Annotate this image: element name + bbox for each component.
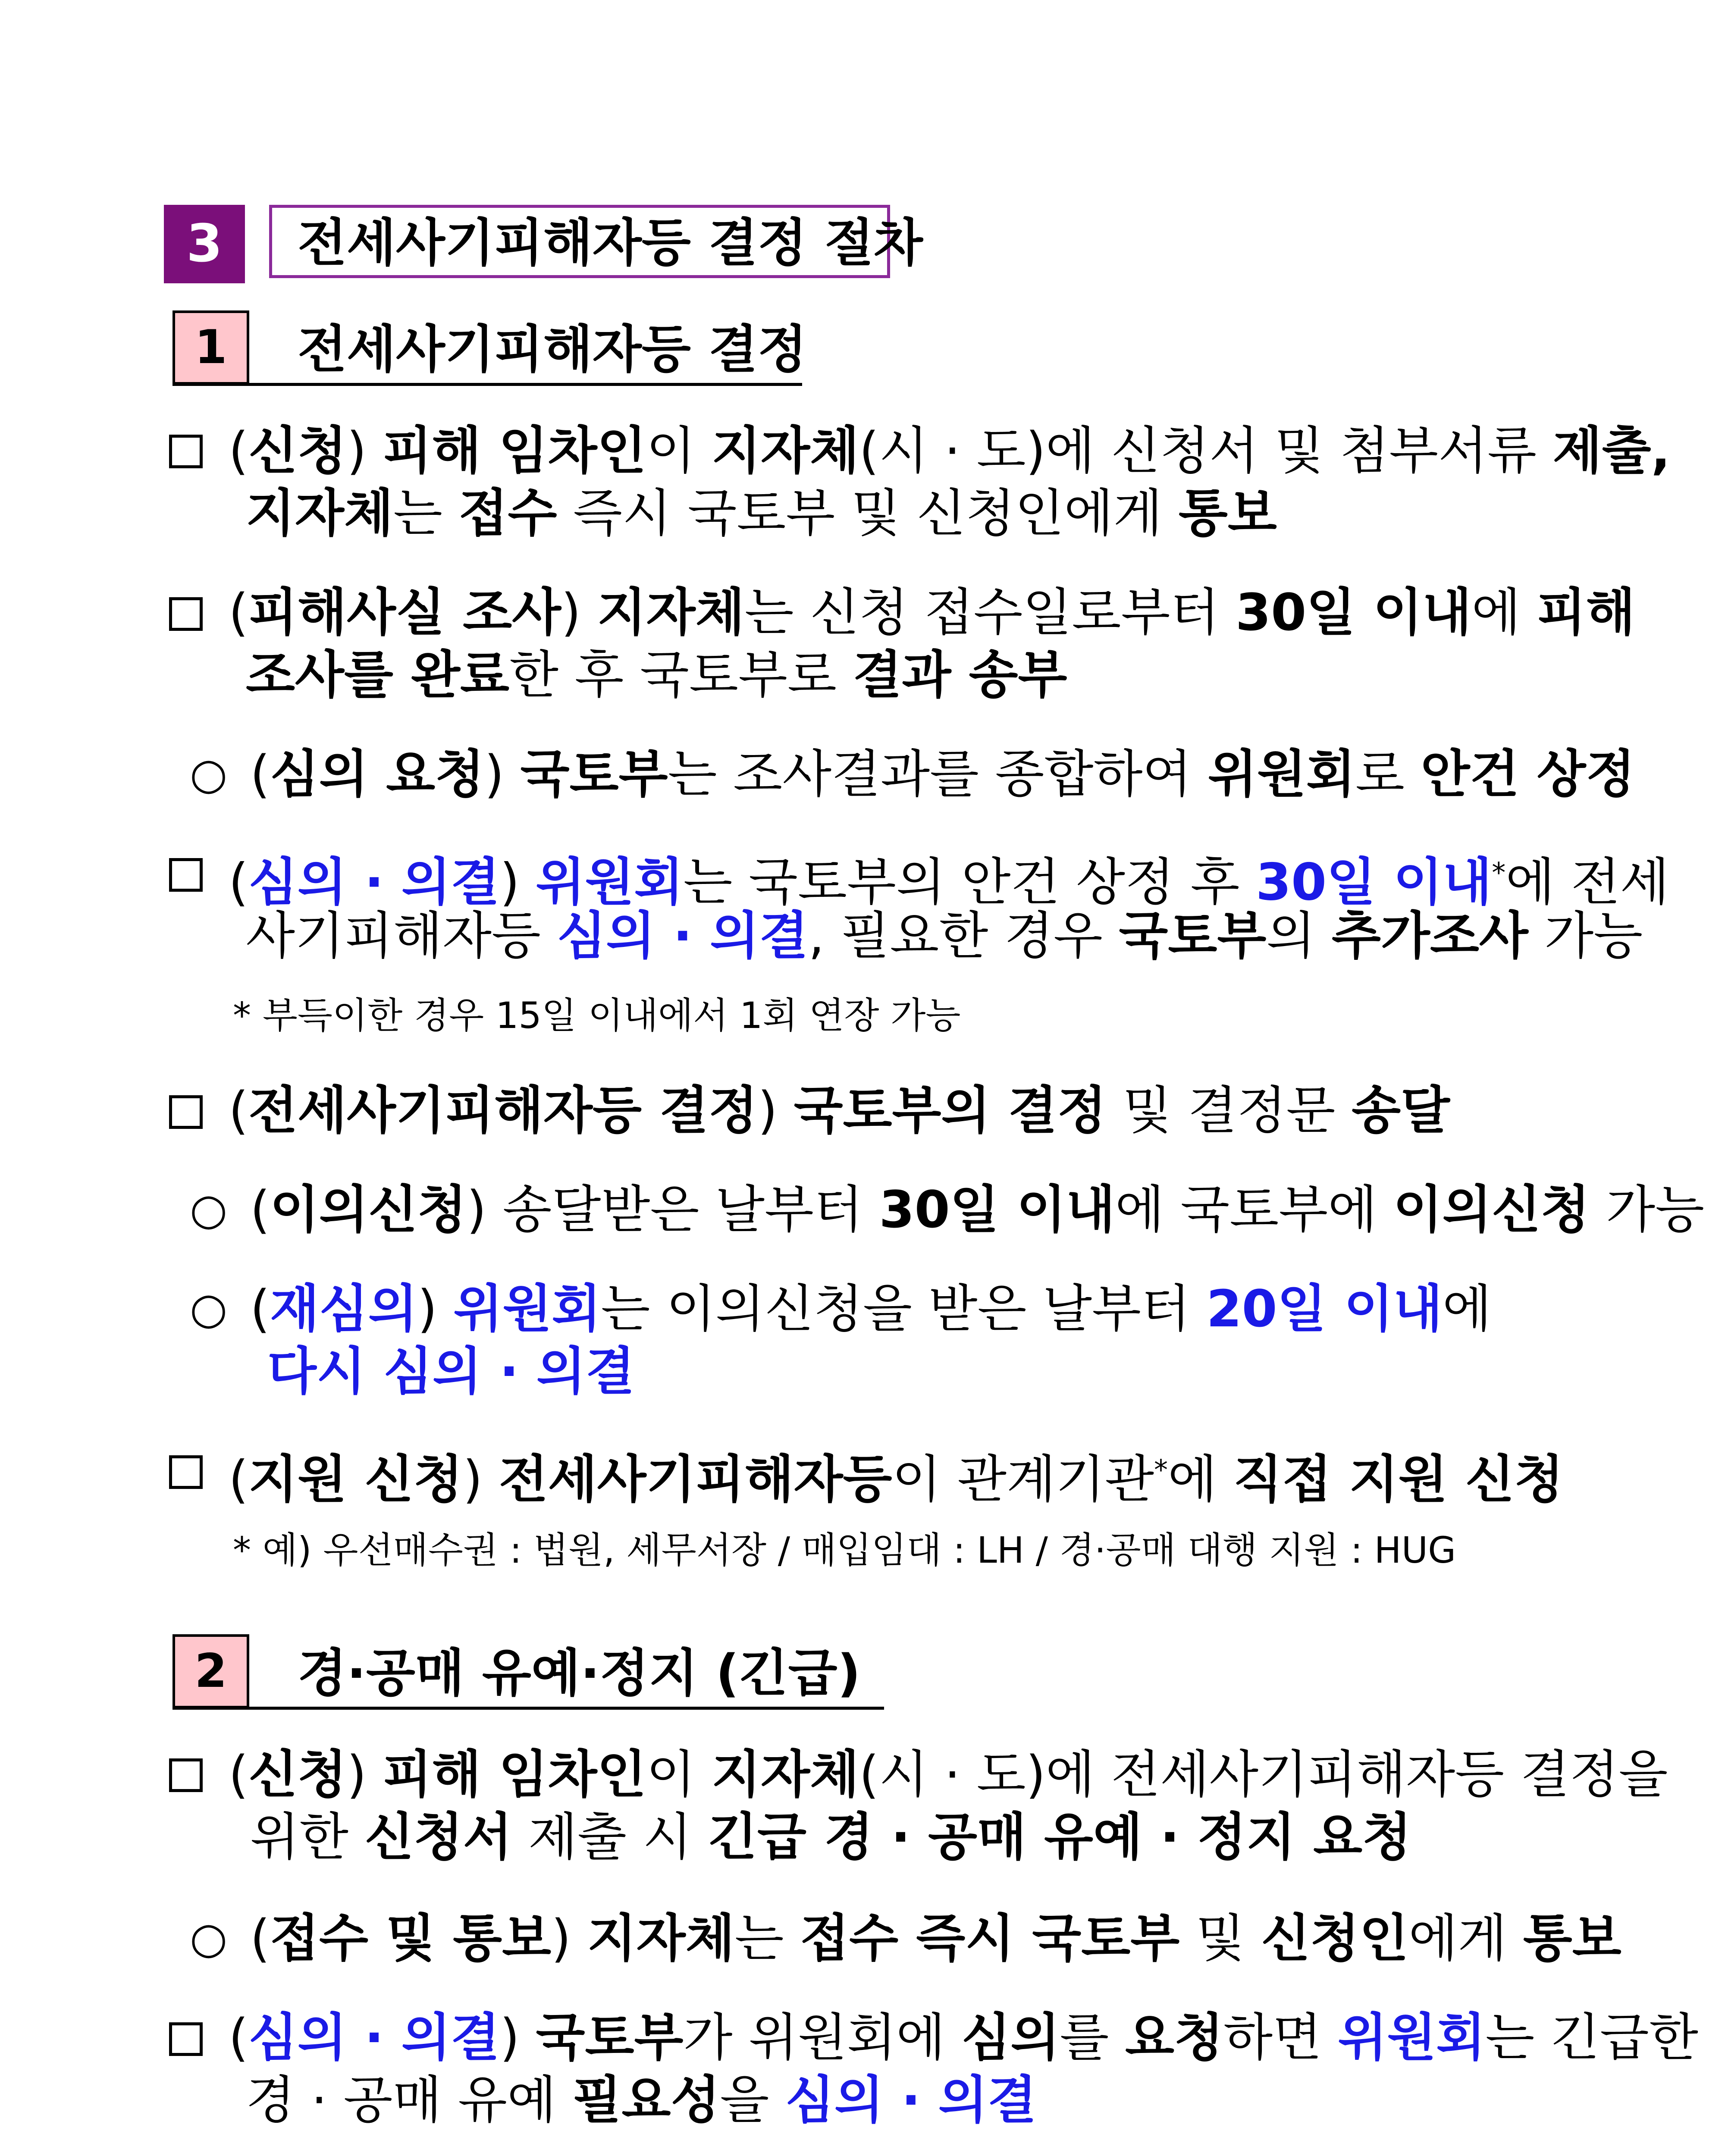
subsection-1-underline: [172, 383, 802, 386]
paragraph-line: 경 · 공매 유예 필요성을 심의 · 의결: [246, 2070, 1037, 2130]
paragraph-line: (신청) 피해 임차인이 지자체(시 · 도)에 신청서 및 첨부서류 제출,: [229, 421, 1671, 480]
circle-bullet: ○: [190, 1184, 228, 1235]
circle-bullet: ○: [190, 1913, 228, 1963]
paragraph-line: (심의 요청) 국토부는 조사결과를 종합하여 위원회로 안건 상정: [250, 744, 1635, 804]
checkbox-bullet: [169, 1758, 203, 1792]
paragraph-line: (지원 신청) 전세사기피해자등이 관계기관*에 직접 지원 신청: [229, 1449, 1564, 1509]
paragraph-line: (이의신청) 송달받은 날부터 30일 이내에 국토부에 이의신청 가능: [250, 1180, 1705, 1239]
paragraph-line: (신청) 피해 임차인이 지자체(시 · 도)에 전세사기피해자등 결정을: [229, 1745, 1668, 1804]
paragraph-line: 위한 신청서 제출 시 긴급 경 · 공매 유예 · 정지 요청: [250, 1807, 1412, 1867]
checkbox-bullet: [169, 2022, 203, 2056]
checkbox-bullet: [169, 858, 203, 892]
subsection-2-underline: [172, 1707, 884, 1710]
section-title: 전세사기피해자등 결정 절차: [298, 213, 923, 273]
footnote: * 부득이한 경우 15일 이내에서 1회 연장 가능: [233, 994, 961, 1037]
checkbox-bullet: [169, 597, 203, 631]
footnote: * 예) 우선매수권 : 법원, 세무서장 / 매입임대 : LH / 경·공매 대행 지원 : HUG: [233, 1529, 1456, 1571]
circle-bullet: ○: [190, 749, 228, 799]
circle-bullet: ○: [190, 1283, 228, 1334]
paragraph-line: (피해사실 조사) 지자체는 신청 접수일로부터 30일 이내에 피해: [229, 583, 1635, 642]
paragraph-line: 사기피해자등 심의 · 의결, 필요한 경우 국토부의 추가조사 가능: [246, 906, 1643, 965]
subsection-1-title: 전세사기피해자등 결정: [298, 320, 807, 379]
paragraph-line: 다시 심의 · 의결: [267, 1341, 635, 1401]
section-number: 3: [164, 205, 245, 283]
subsection-1-number: 1: [172, 310, 249, 385]
subsection-2-number: 2: [172, 1634, 249, 1708]
checkbox-bullet: [169, 1455, 203, 1489]
checkbox-bullet: [169, 435, 203, 468]
paragraph-line: 조사를 완료한 후 국토부로 결과 송부: [246, 645, 1067, 705]
paragraph-line: (전세사기피해자등 결정) 국토부의 결정 및 결정문 송달: [229, 1081, 1450, 1140]
paragraph-line: (재심의) 위원회는 이의신청을 받은 날부터 20일 이내에: [250, 1279, 1492, 1338]
paragraph-line: (접수 및 통보) 지자체는 접수 즉시 국토부 및 신청인에게 통보: [250, 1908, 1622, 1968]
paragraph-line: (심의 · 의결) 위원회는 국토부의 안건 상정 후 30일 이내*에 전세: [229, 852, 1669, 912]
subsection-2-title: 경·공매 유예·정지 (긴급): [298, 1643, 861, 1703]
paragraph-line: 지자체는 접수 즉시 국토부 및 신청인에게 통보: [246, 483, 1277, 543]
checkbox-bullet: [169, 1095, 203, 1129]
paragraph-line: (심의 · 의결) 국토부가 위원회에 심의를 요청하면 위원회는 긴급한: [229, 2008, 1698, 2067]
